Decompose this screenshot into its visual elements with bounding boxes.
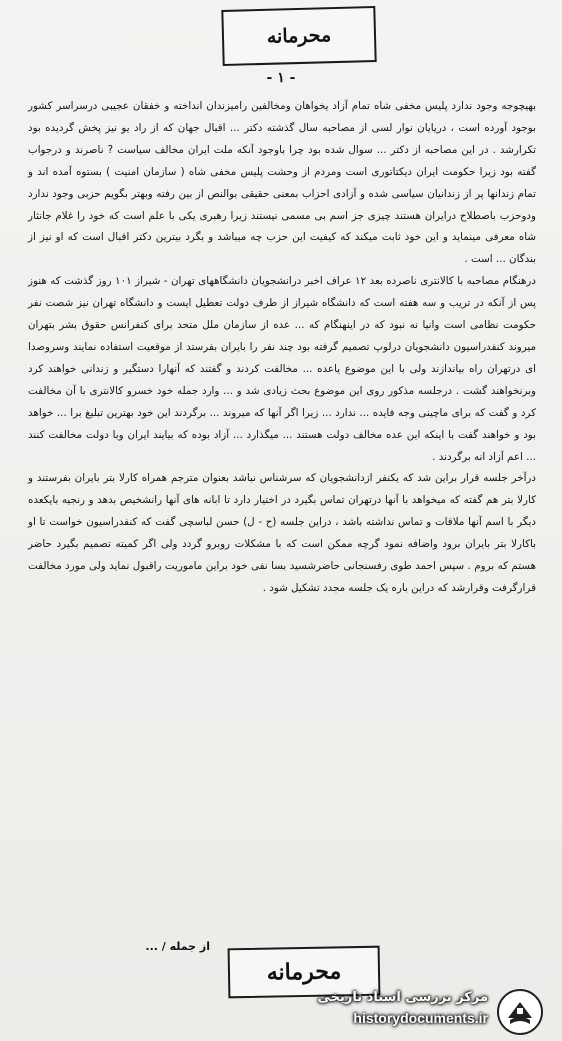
archive-book-icon	[496, 988, 544, 1036]
document-body	[28, 96, 536, 600]
watermark-text-fa: مرکز بررسی اسناد تاریخی	[317, 990, 488, 1005]
watermark	[300, 988, 550, 1036]
confidential-stamp-bottom-text: محرمانه	[266, 958, 342, 986]
watermark-text-en: historydocuments.ir	[353, 1010, 488, 1026]
paragraph-2: درهنگام مصاحبه با کالانتری ناصرده بعد ۱۲ عراف اخبر درانشجویان دانشگاههای تهران - شیراز ۱۰۱ روز گذشت که هنوز پس از آنکه در تریب و سه هفته است که دانشگاه شیراز از طرف دولت تعطیل ایست و دانشگاه تهران نیز شصت نفر حکومت نظامی است وانیا نه نبود که در اینهنگام که ... عده از سازمان ملل متحد برای کنفرانس حقوق بشر بتهران میروند کنفدراسیون دانشجویان درلوپ تصمیم گرفته بود چند نفر را بایران بفرستد از موقعیت استفاده نمایند وسروصدا ای درتهران راه بیاندازند ولی با این موضوع یاعده ... مخالفت کردند و گفتند که آنهارا دستگیر و زندانی خواهند کرد وبرنخواهند گشت . درجلسه مذکور روی این موضوع بحث زیادی شد و ... وارد جمله خود خسرو کالانتری با آن مخالفت کرد و گفت که برای ماچینی وجه فایده ... ندارد ... زیرا اگر آنها که میروند ... برگردند این خود بهترین تبلیغ برا ... خواهد بود و خواهند گفت با اینکه این عده مخالف دولت هستند ... میگذارد ... آزاد بوده که بیایند ایران وبا دولت مخالفت کنند ... اعم آزاد انه برگردند .	[28, 275, 536, 463]
continuation-note: از جمله / ...	[145, 940, 210, 953]
confidential-stamp-top-text: محرمانه	[266, 24, 332, 48]
paragraph-3: درآخر جلسه قرار براین شد که یکنفر ازدانشجویان که سرشناس نباشد بعنوان مترجم همراه کارلا بتر بایران بفرستند و کارلا بتر هم گفته که میخواهد با آنها درتهران تماس بگیرد در اختیار دارد تا ابانه های آنها رانشخیص بدهد و رنجیه بایکعده دیگر با اسم آنها ملاقات و تماس نداشته باشد ، دراین جلسه (ح - ل) حسن لباسچی گفت که کنفدراسیون خواست تا او باکارلا بتر بایران برود واضافه نمود گرچه ممکن است که با مشکلات روبرو گردد ولی اگر کمیته تصمیم بگیرد حاضر هستم که بروم . سپس احمد طوی رفسنجانی حاضرشسید بسا نفی خود براین ماموریت راقبول نماید ولی مورد مخالفت قرارگرفت وقرارشد که دراین باره یک جلسه مجدد تشکیل شود .	[28, 472, 536, 594]
paragraph-1: بهیچوجه وجود ندارد پلیس مخفی شاه تمام آزاد یخواهان ومخالفین رامیزندان انداخته و خفقان عجیبی درسراسر کشور بوجود آورده است ، دریایان نوار لسی از مصاحبه سال گذشته دکتر ... اقبال جهان که از راد یو نیز پخش گردیده بود تکرارشد . در این مصاحبه از دکتر ... سوال شده بود چرا باوجود آنکه ملت ایران مخالف سیاست ? ناصرند و درجواب گفته بود زیرا حکومت ایران دیکتاتوری است ومردم از وحشت پلیس مخفی شاه ( سازمان امنیت ) بستوه آمده اند و تمام زندانها پر از زندانیان سیاسی شده و آزادی احزاب بمعنی حقیقی بوالنص از بین رفته وبهتر بگویم حزبی وجود ندارد ودوحزب باصطلاح درایران هستند چیزی جز اسم بی مسمی نیستند زیرا رهبری یکی با علم است که خود را غلام جانثار شاه معرفی مینماید و این خود ثابت میکند که کیفیت این حزب چه میباشد و بگرد بیترین دکتر اقبال است که او نیز از بندگان ... است .	[28, 100, 536, 266]
page-number: - ۱ -	[266, 70, 296, 86]
confidential-stamp-top	[221, 6, 376, 66]
